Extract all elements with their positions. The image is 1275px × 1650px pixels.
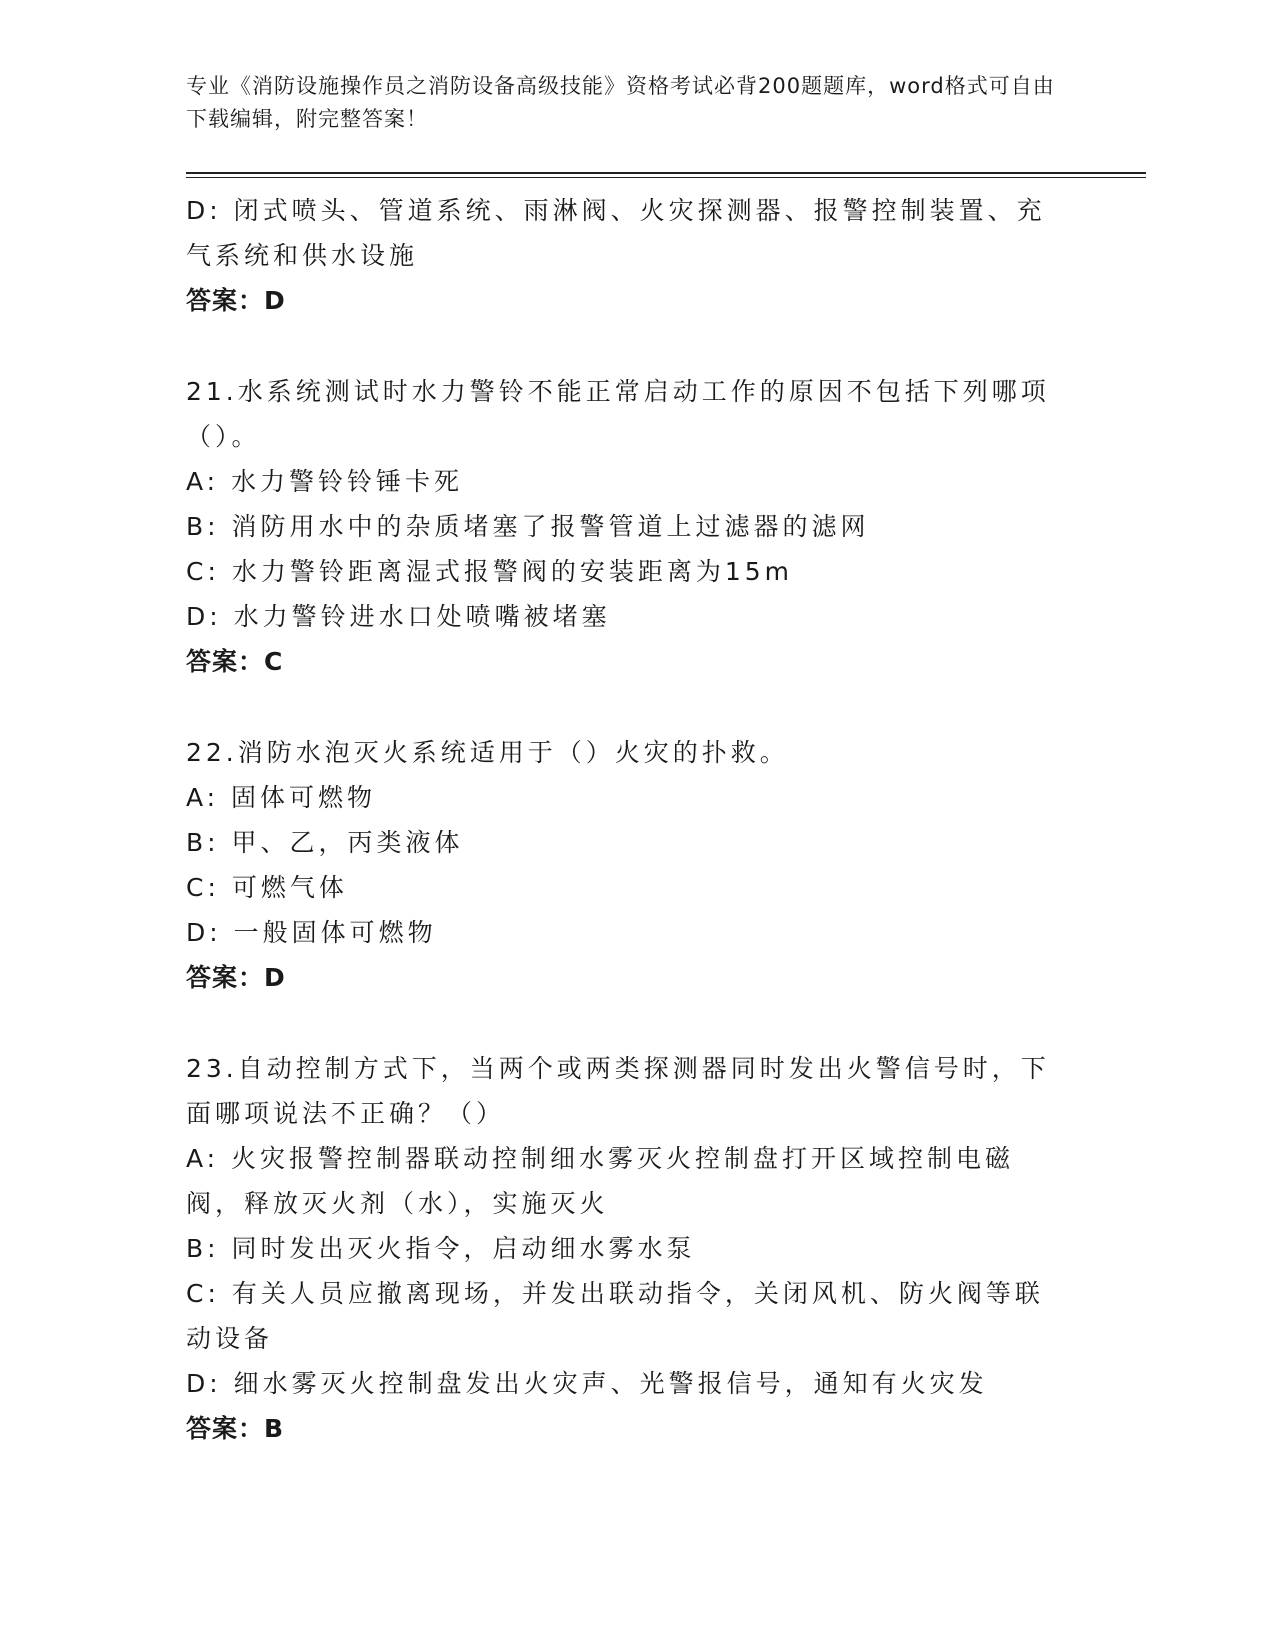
option-a: A: 火灾报警控制器联动控制细水雾灭火控制盘打开区域控制电磁阀，释放灭火剂（水），实施灭火 xyxy=(186,1144,1015,1218)
question-22 xyxy=(186,730,1066,1000)
question-content xyxy=(186,188,1066,1451)
option-c: C: 可燃气体 xyxy=(186,873,348,902)
option-c: C: 水力警铃距离湿式报警阀的安装距离为15m xyxy=(186,557,793,586)
option-a: A: 水力警铃铃锤卡死 xyxy=(186,467,464,496)
answer: 答案：C xyxy=(186,647,284,676)
option-d: D: 一般固体可燃物 xyxy=(186,918,437,947)
document-header-title: 专业《消防设施操作员之消防设备高级技能》资格考试必背200题题库，word格式可自由下载编辑，附完整答案！ xyxy=(186,74,1055,131)
answer: 答案：D xyxy=(186,963,286,992)
option-a: A: 固体可燃物 xyxy=(186,783,377,812)
document-page xyxy=(186,70,1146,1451)
question-stem: 23.自动控制方式下，当两个或两类探测器同时发出火警信号时，下面哪项说法不正确？（） xyxy=(186,1054,1050,1128)
option-d: D: 水力警铃进水口处喷嘴被堵塞 xyxy=(186,602,611,631)
question-20-tail xyxy=(186,188,1066,323)
question-21 xyxy=(186,369,1066,684)
header-divider xyxy=(186,172,1146,178)
option-c: C: 有关人员应撤离现场，并发出联动指令，关闭风机、防火阀等联动设备 xyxy=(186,1279,1044,1353)
option-b: B: 同时发出灭火指令，启动细水雾水泵 xyxy=(186,1234,696,1263)
question-stem: 21.水系统测试时水力警铃不能正常启动工作的原因不包括下列哪项（）。 xyxy=(186,377,1050,451)
answer: 答案：D xyxy=(186,286,286,315)
question-stem: 22.消防水泡灭火系统适用于（）火灾的扑救。 xyxy=(186,738,789,767)
answer: 答案：B xyxy=(186,1414,285,1443)
option-d: D: 细水雾灭火控制盘发出火灾声、光警报信号，通知有火灾发 xyxy=(186,1369,988,1398)
option-d: D: 闭式喷头、管道系统、雨淋阀、火灾探测器、报警控制装置、充气系统和供水设施 xyxy=(186,196,1046,270)
option-b: B: 甲、乙，丙类液体 xyxy=(186,828,464,857)
option-b: B: 消防用水中的杂质堵塞了报警管道上过滤器的滤网 xyxy=(186,512,870,541)
question-23 xyxy=(186,1046,1066,1451)
